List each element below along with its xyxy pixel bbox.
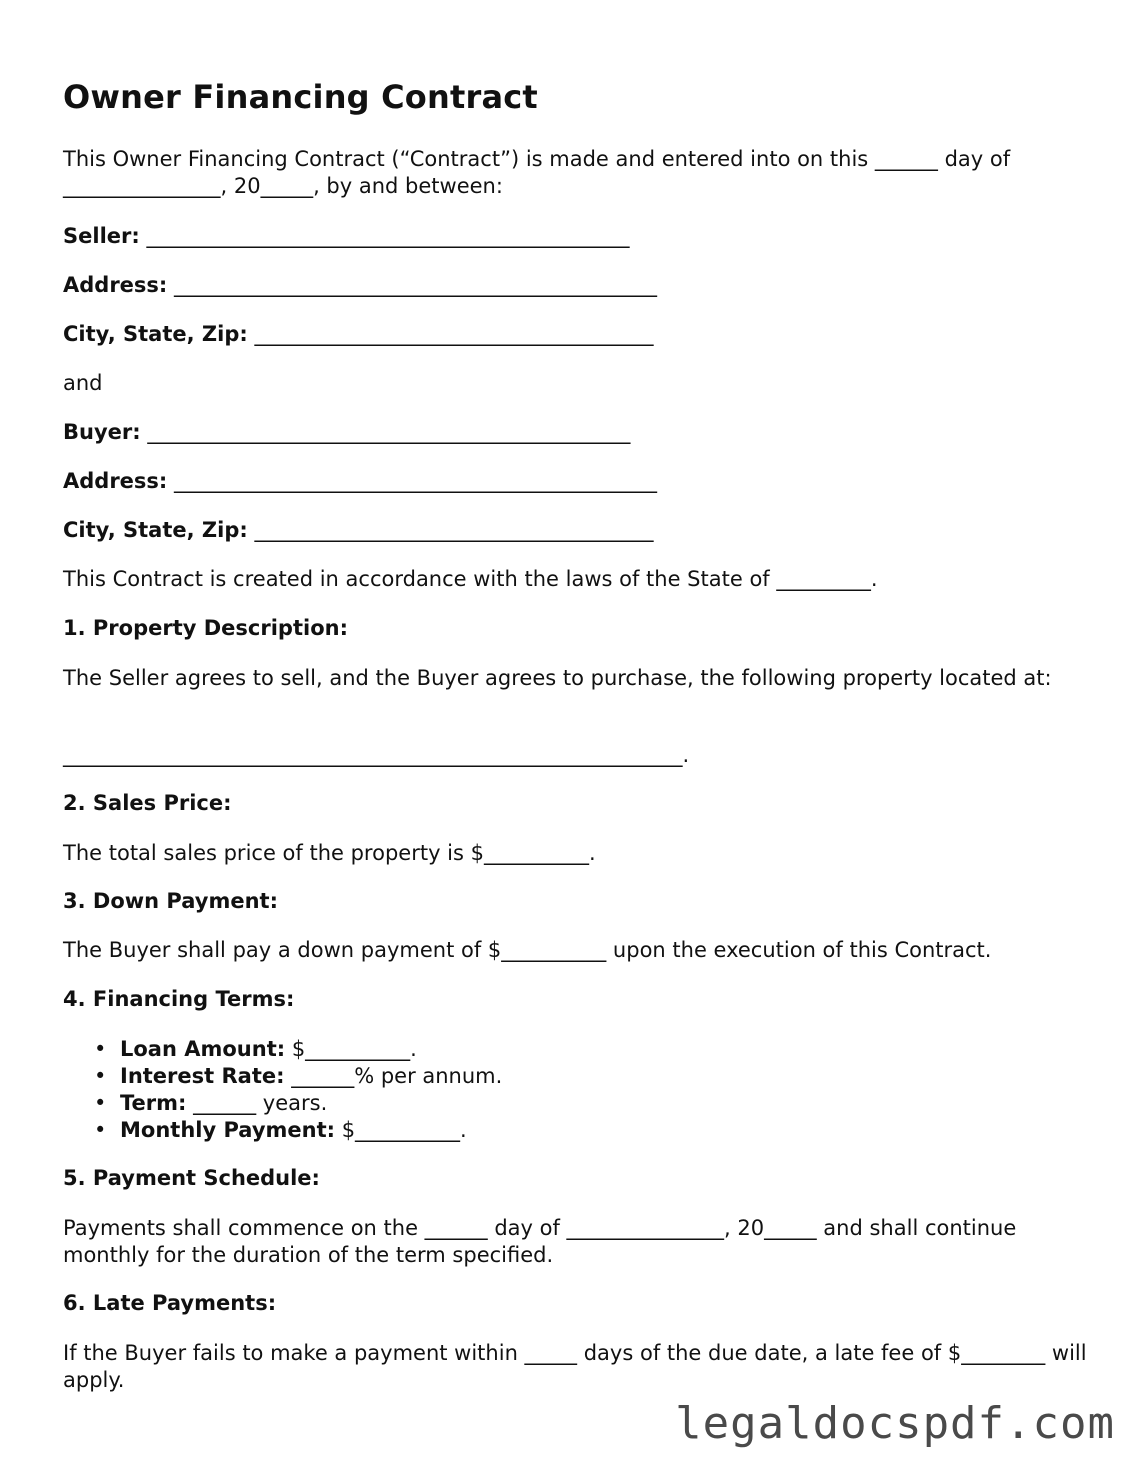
seller-name-blank: ______________________________________________ (146, 224, 630, 248)
buyer-name-label: Buyer: (63, 420, 141, 444)
section-heading-schedule: 5. Payment Schedule: (63, 1166, 320, 1190)
property-address-blank: ___________________________________________________________. (63, 743, 690, 767)
schedule-paragraph: Payments shall commence on the ______ day of _______________, 20_____ and shall continue monthly for the duration of the term specified. (63, 1216, 1023, 1267)
late-paragraph: If the Buyer fails to make a payment within _____ days of the due date, a late fee of $________ will apply. (63, 1341, 1094, 1392)
governing-law-paragraph: This Contract is created in accordance with the laws of the State of _________. (63, 567, 878, 591)
down-payment-paragraph: The Buyer shall pay a down payment of $__________ upon the execution of this Contract. (63, 938, 992, 962)
and-text: and (63, 371, 103, 395)
document-title: Owner Financing Contract (63, 78, 538, 116)
buyer-city-label: City, State, Zip: (63, 518, 248, 542)
term-value: $__________. (285, 1037, 417, 1061)
watermark: legaldocspdf.com (675, 1398, 1115, 1449)
list-item (120, 1063, 502, 1090)
term-value: $__________. (335, 1118, 467, 1142)
seller-address-line (63, 272, 657, 299)
buyer-address-label: Address: (63, 469, 168, 493)
buyer-address-blank: ______________________________________________ (174, 469, 658, 493)
seller-address-label: Address: (63, 273, 168, 297)
section-heading-price: 2. Sales Price: (63, 791, 232, 815)
price-paragraph: The total sales price of the property is $__________. (63, 841, 596, 865)
seller-city-line (63, 321, 653, 348)
seller-address-blank: ______________________________________________ (174, 273, 658, 297)
seller-name-line (63, 223, 629, 250)
financing-terms-list (63, 1036, 502, 1144)
term-value: ______% per annum. (284, 1064, 503, 1088)
list-item (120, 1036, 502, 1063)
seller-city-blank: ______________________________________ (254, 322, 654, 346)
term-label: Term: (120, 1091, 187, 1115)
section-heading-financing: 4. Financing Terms: (63, 987, 295, 1011)
section-heading-down-payment: 3. Down Payment: (63, 889, 278, 913)
buyer-name-line (63, 419, 630, 446)
intro-paragraph: This Owner Financing Contract (“Contract”) is made and entered into on this ______ day of _______________, 20_____, by and between: (63, 147, 1017, 198)
term-label: Interest Rate: (120, 1064, 285, 1088)
section-heading-late: 6. Late Payments: (63, 1291, 277, 1315)
seller-name-label: Seller: (63, 224, 140, 248)
term-label: Loan Amount: (120, 1037, 286, 1061)
seller-city-label: City, State, Zip: (63, 322, 248, 346)
buyer-city-line (63, 517, 653, 544)
buyer-city-blank: ______________________________________ (254, 518, 654, 542)
term-label: Monthly Payment: (120, 1118, 336, 1142)
section-heading-property: 1. Property Description: (63, 616, 348, 640)
term-value: ______ years. (186, 1091, 328, 1115)
list-item (120, 1090, 502, 1117)
buyer-address-line (63, 468, 657, 495)
buyer-name-blank: ______________________________________________ (147, 420, 631, 444)
property-paragraph: The Seller agrees to sell, and the Buyer agrees to purchase, the following property located at: (63, 666, 1052, 690)
list-item (120, 1117, 502, 1144)
